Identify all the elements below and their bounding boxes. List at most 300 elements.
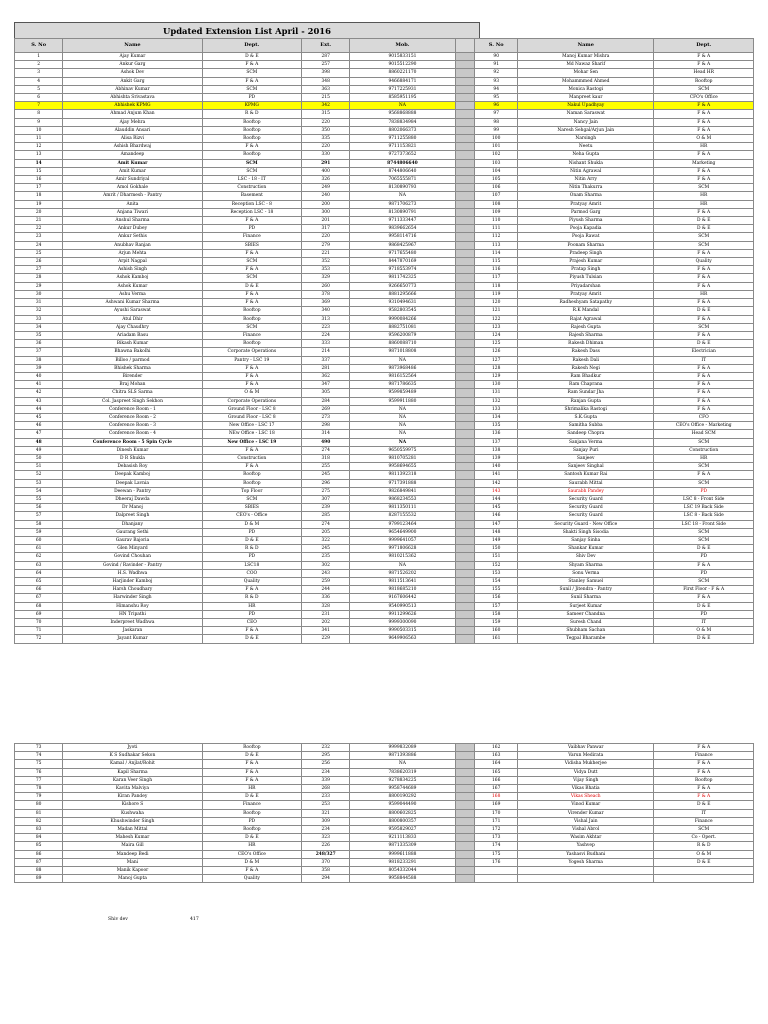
- cell-name: Alauddin Ansari: [63, 126, 202, 134]
- cell-sno-right: 167: [475, 785, 518, 793]
- cell-ext: 234: [302, 826, 350, 834]
- table-row: [15, 446, 754, 454]
- cell-dept-right: CEO's Office - Marketing: [654, 422, 754, 430]
- cell-ext: 287: [302, 53, 350, 61]
- cell-dept-right: SCM: [654, 184, 754, 192]
- cell-sno: 63: [15, 561, 63, 569]
- table-row: [15, 430, 754, 438]
- column-separator: [455, 834, 475, 842]
- cell-dept-right: F & A: [654, 266, 754, 274]
- column-separator: [455, 528, 475, 536]
- cell-dept-right: First Floor - F & A: [654, 586, 754, 594]
- cell-dept-right: F & A: [654, 760, 754, 768]
- cell-mob: 8585951195: [350, 94, 455, 102]
- cell-dept: F & A: [202, 290, 301, 298]
- cell-dept-right: R & D: [654, 842, 754, 850]
- cell-sno: 60: [15, 536, 63, 544]
- column-separator: [455, 752, 475, 760]
- cell-ext: 333: [302, 340, 350, 348]
- cell-mob: NA: [350, 102, 455, 110]
- column-separator: [455, 258, 475, 266]
- table-row: [15, 69, 754, 77]
- column-separator: [455, 184, 475, 192]
- cell-mob: 9718553974: [350, 266, 455, 274]
- cell-sno: 88: [15, 867, 63, 875]
- column-separator: [455, 801, 475, 809]
- cell-dept-right: [654, 875, 754, 883]
- cell-dept: PD: [202, 610, 301, 618]
- cell-sno: 38: [15, 356, 63, 364]
- cell-ext: 229: [302, 635, 350, 643]
- cell-name: Ankur Garg: [63, 61, 202, 69]
- cell-name: Conference Room - 4: [63, 430, 202, 438]
- cell-sno-right: 152: [475, 561, 518, 569]
- table-row: [15, 217, 754, 225]
- cell-ext: 328: [302, 602, 350, 610]
- table-row: [15, 307, 754, 315]
- cell-name-right: Shakti Singh Sisodia: [518, 528, 654, 536]
- cell-dept: D & M: [202, 858, 301, 866]
- cell-name-right: Naman Saraswat: [518, 110, 654, 118]
- cell-name: Bhawna Bakolhi: [63, 348, 202, 356]
- cell-sno-right: 120: [475, 299, 518, 307]
- table-row: [15, 842, 754, 850]
- cell-ext: 273: [302, 413, 350, 421]
- cell-dept-right: PD: [654, 610, 754, 618]
- cell-ext: 223: [302, 323, 350, 331]
- cell-dept: D & E: [202, 282, 301, 290]
- cell-ext: 335: [302, 135, 350, 143]
- cell-mob: 9818685210: [350, 586, 455, 594]
- table-row: [15, 266, 754, 274]
- cell-name: Manoj Gupta: [63, 875, 202, 883]
- cell-sno: 45: [15, 413, 63, 421]
- cell-dept-right: LSC 8 - Back Side: [654, 512, 754, 520]
- cell-name-right: Sanjeev Singhal: [518, 463, 654, 471]
- cell-name-right: Security Guard: [518, 504, 654, 512]
- cell-name: Karan Veer Singh: [63, 776, 202, 784]
- cell-sno: 5: [15, 85, 63, 93]
- cell-sno: 12: [15, 143, 63, 151]
- cell-sno: 71: [15, 627, 63, 635]
- cell-name-right: Radheshyam Satapathy: [518, 299, 654, 307]
- cell-dept-right: Rooftop: [654, 776, 754, 784]
- column-separator: [455, 744, 475, 752]
- cell-dept: NEw Office - LSC 18: [202, 430, 301, 438]
- cell-mob: 9595829027: [350, 826, 455, 834]
- cell-mob: 9958844588: [350, 875, 455, 883]
- cell-dept: R & D: [202, 110, 301, 118]
- column-separator: [455, 340, 475, 348]
- cell-sno: 40: [15, 372, 63, 380]
- cell-sno-right: 97: [475, 110, 518, 118]
- cell-mob: 9826849841: [350, 487, 455, 495]
- cell-mob: 9871335309: [350, 842, 455, 850]
- column-separator: [455, 578, 475, 586]
- cell-dept-right: SCM: [654, 233, 754, 241]
- cell-dept: Finance: [202, 233, 301, 241]
- cell-dept-right: F & A: [654, 118, 754, 126]
- cell-sno-right: 151: [475, 553, 518, 561]
- cell-dept-right: IT: [654, 809, 754, 817]
- column-separator: [455, 842, 475, 850]
- cell-mob: 9015512290: [350, 61, 455, 69]
- cell-dept: SBIES: [202, 241, 301, 249]
- cell-dept-right: O & M: [654, 135, 754, 143]
- column-separator: [455, 381, 475, 389]
- cell-sno-right: 168: [475, 793, 518, 801]
- cell-mob: 8882751081: [350, 323, 455, 331]
- cell-name: Mandeep Bedi: [63, 850, 202, 858]
- column-separator: [455, 561, 475, 569]
- cell-dept: New Office - LSC 17: [202, 422, 301, 430]
- cell-dept-right: D & E: [654, 858, 754, 866]
- cell-ext: 224: [302, 331, 350, 339]
- cell-name-right: Rajat Agrawal: [518, 315, 654, 323]
- cell-dept-right: SCM: [654, 826, 754, 834]
- cell-sno: 17: [15, 184, 63, 192]
- cell-name-right: Stanley Samuel: [518, 578, 654, 586]
- cell-name-right: Ranjan Gupta: [518, 397, 654, 405]
- cell-sno: 32: [15, 307, 63, 315]
- cell-ext: 281: [302, 364, 350, 372]
- column-separator: [455, 397, 475, 405]
- cell-dept: LSC18: [202, 561, 301, 569]
- table-row: [15, 610, 754, 618]
- cell-name: Billoo / parmod: [63, 356, 202, 364]
- cell-mob: 9999832089: [350, 744, 455, 752]
- cell-mob: 9310494631: [350, 299, 455, 307]
- cell-sno-right: 91: [475, 61, 518, 69]
- cell-sno: 26: [15, 258, 63, 266]
- cell-name-right: [518, 875, 654, 883]
- column-separator: [455, 159, 475, 167]
- cell-sno-right: 143: [475, 487, 518, 495]
- cell-dept: D & E: [202, 793, 301, 801]
- cell-name-right: Sunil / Jitendra - Pantry: [518, 586, 654, 594]
- cell-dept: Construction: [202, 184, 301, 192]
- cell-mob: 9871706273: [350, 200, 455, 208]
- cell-dept-right: F & A: [654, 151, 754, 159]
- cell-dept: New Office - LSC 19: [202, 438, 301, 446]
- table-row: [15, 413, 754, 421]
- cell-dept: Rooftop: [202, 118, 301, 126]
- cell-mob: 8447870169: [350, 258, 455, 266]
- cell-sno: 68: [15, 602, 63, 610]
- cell-name: Arpit Nagpal: [63, 258, 202, 266]
- cell-sno: 35: [15, 331, 63, 339]
- cell-sno: 65: [15, 578, 63, 586]
- column-separator: [455, 438, 475, 446]
- table-row: [15, 372, 754, 380]
- cell-dept-right: F & A: [654, 274, 754, 282]
- column-separator: [455, 826, 475, 834]
- column-separator: [455, 290, 475, 298]
- cell-ext: 243: [302, 569, 350, 577]
- header-dept: Dept.: [202, 39, 301, 53]
- header-sno: S. No: [15, 39, 63, 53]
- cell-name-right: Sanjay Puri: [518, 446, 654, 454]
- cell-dept: CEO's Office: [202, 850, 301, 858]
- cell-name: Abhishta Srivastava: [63, 94, 202, 102]
- cell-sno: 39: [15, 364, 63, 372]
- cell-dept: Rooftop: [202, 744, 301, 752]
- column-separator: [455, 479, 475, 487]
- cell-dept-right: F & A: [654, 768, 754, 776]
- cell-name-right: Samitha Subba: [518, 422, 654, 430]
- cell-sno: 2: [15, 61, 63, 69]
- table-row: [15, 479, 754, 487]
- column-separator: [455, 553, 475, 561]
- table-row: [15, 397, 754, 405]
- cell-sno: 28: [15, 274, 63, 282]
- cell-name: D R Shukla: [63, 454, 202, 462]
- cell-name: Dinesh Kumar: [63, 446, 202, 454]
- cell-name-right: Santosh Kumar Rai: [518, 471, 654, 479]
- column-separator: [455, 331, 475, 339]
- cell-name: HN Tripathi: [63, 610, 202, 618]
- cell-ext: 339: [302, 776, 350, 784]
- cell-dept: Quality: [202, 578, 301, 586]
- cell-ext: 347: [302, 381, 350, 389]
- cell-dept: F & A: [202, 760, 301, 768]
- header-sno-right: S. No: [475, 39, 518, 53]
- cell-dept-right: PD: [654, 553, 754, 561]
- column-separator: [455, 817, 475, 825]
- cell-ext: 370: [302, 858, 350, 866]
- table-row: [15, 340, 754, 348]
- cell-sno-right: 124: [475, 331, 518, 339]
- column-separator: [455, 545, 475, 553]
- cell-dept-right: F & A: [654, 785, 754, 793]
- cell-ext: 295: [302, 752, 350, 760]
- cell-ext: 326: [302, 176, 350, 184]
- cell-dept: SCM: [202, 159, 301, 167]
- cell-name-right: Nitin Thakurra: [518, 184, 654, 192]
- column-separator: [455, 487, 475, 495]
- cell-sno-right: 141: [475, 471, 518, 479]
- cell-dept: Finance: [202, 801, 301, 809]
- cell-dept-right: Co - Opert.: [654, 834, 754, 842]
- table-row: [15, 776, 754, 784]
- cell-name: Jyoti: [63, 744, 202, 752]
- cell-sno: 47: [15, 430, 63, 438]
- column-separator: [455, 69, 475, 77]
- table-row: [15, 817, 754, 825]
- cell-mob: 9871018808: [350, 348, 455, 356]
- table-row: [15, 315, 754, 323]
- cell-dept: D & E: [202, 752, 301, 760]
- cell-mob: NA: [350, 438, 455, 446]
- cell-name-right: Mohar Sen: [518, 69, 654, 77]
- table-row: [15, 627, 754, 635]
- cell-sno-right: 112: [475, 233, 518, 241]
- cell-name-right: Onam Sharma: [518, 192, 654, 200]
- table-row: [15, 274, 754, 282]
- cell-sno: 19: [15, 200, 63, 208]
- cell-sno: 67: [15, 594, 63, 602]
- cell-sno-right: 122: [475, 315, 518, 323]
- cell-name-right: Sanjana Verma: [518, 438, 654, 446]
- cell-dept-right: D & E: [654, 217, 754, 225]
- cell-sno: 4: [15, 77, 63, 85]
- cell-sno-right: 99: [475, 126, 518, 134]
- cell-sno-right: 171: [475, 817, 518, 825]
- cell-sno-right: 92: [475, 69, 518, 77]
- cell-sno-right: 101: [475, 143, 518, 151]
- header-ext: Ext.: [302, 39, 350, 53]
- cell-name: Khushwinder Singh: [63, 817, 202, 825]
- cell-sno: 61: [15, 545, 63, 553]
- cell-dept-right: SCM: [654, 323, 754, 331]
- cell-dept: O & M: [202, 389, 301, 397]
- cell-dept: Reception LSC - 8: [202, 200, 301, 208]
- cell-mob: 9727373652: [350, 151, 455, 159]
- column-separator: [455, 627, 475, 635]
- cell-ext: 336: [302, 594, 350, 602]
- cell-dept-right: F & A: [654, 331, 754, 339]
- cell-mob: 9599044490: [350, 801, 455, 809]
- column-separator: [455, 241, 475, 249]
- table-row: [15, 159, 754, 167]
- table-row: [15, 290, 754, 298]
- cell-sno-right: 144: [475, 495, 518, 503]
- cell-sno-right: 176: [475, 858, 518, 866]
- column-separator: [455, 233, 475, 241]
- cell-ext: 342: [302, 102, 350, 110]
- cell-dept-right: Quality: [654, 258, 754, 266]
- cell-mob: 9911299626: [350, 610, 455, 618]
- cell-name-right: Md Nawaz Sharif: [518, 61, 654, 69]
- cell-dept-right: D & E: [654, 545, 754, 553]
- cell-name: Conference Room - 2: [63, 413, 202, 421]
- cell-name: Ajay Chaudhry: [63, 323, 202, 331]
- cell-ext: 323: [302, 834, 350, 842]
- table-row: [15, 389, 754, 397]
- cell-ext: 232: [302, 744, 350, 752]
- cell-dept-right: D & E: [654, 602, 754, 610]
- cell-dept-right: D & E: [654, 307, 754, 315]
- cell-dept: PD: [202, 553, 301, 561]
- cell-sno: 22: [15, 225, 63, 233]
- column-separator: [455, 118, 475, 126]
- cell-name: Ashok Kumar: [63, 282, 202, 290]
- cell-dept-right: Head HR: [654, 69, 754, 77]
- cell-mob: 9711333447: [350, 217, 455, 225]
- cell-dept: Top Floor: [202, 487, 301, 495]
- cell-sno-right: 115: [475, 258, 518, 266]
- cell-name: Deepak Kamboj: [63, 471, 202, 479]
- cell-name-right: Neha Gupta: [518, 151, 654, 159]
- cell-ext: 362: [302, 372, 350, 380]
- cell-dept-right: D & E: [654, 225, 754, 233]
- cell-name-right: Parmod Garg: [518, 208, 654, 216]
- cell-name-right: Vijay Singh: [518, 776, 654, 784]
- cell-dept: SCM: [202, 167, 301, 175]
- cell-dept-right: Finance: [654, 817, 754, 825]
- cell-sno: 41: [15, 381, 63, 389]
- table-row: [15, 233, 754, 241]
- cell-name-right: Yogesh Sharma: [518, 858, 654, 866]
- cell-dept-right: F & A: [654, 176, 754, 184]
- cell-dept: CEO's - Office: [202, 512, 301, 520]
- table-row: [15, 225, 754, 233]
- cell-sno-right: 98: [475, 118, 518, 126]
- cell-dept: D & E: [202, 635, 301, 643]
- table-row: [15, 867, 754, 875]
- table-row: [15, 545, 754, 553]
- cell-name: Atul Dhir: [63, 315, 202, 323]
- cell-dept-right: F & A: [654, 102, 754, 110]
- cell-sno: 86: [15, 850, 63, 858]
- cell-name: Dr Manoj: [63, 504, 202, 512]
- cell-sno: 80: [15, 801, 63, 809]
- cell-sno-right: 109: [475, 208, 518, 216]
- cell-sno-right: 103: [475, 159, 518, 167]
- cell-sno: 34: [15, 323, 63, 331]
- cell-mob: 9873968486: [350, 364, 455, 372]
- cell-name-right: Suresh Chand: [518, 619, 654, 627]
- cell-dept: F & A: [202, 249, 301, 257]
- cell-sno-right: 165: [475, 768, 518, 776]
- cell-sno: 70: [15, 619, 63, 627]
- cell-ext: 233: [302, 793, 350, 801]
- cell-mob: 9582803545: [350, 307, 455, 315]
- cell-name-right: Rajesh Sharma: [518, 331, 654, 339]
- column-separator: [455, 356, 475, 364]
- cell-name: Amir Sundriyal: [63, 176, 202, 184]
- cell-ext: 253: [302, 801, 350, 809]
- cell-name: Dhanjany: [63, 520, 202, 528]
- table-row: [15, 53, 754, 61]
- cell-sno: 15: [15, 167, 63, 175]
- column-separator: [455, 372, 475, 380]
- cell-sno: 13: [15, 151, 63, 159]
- cell-name: Anjana Tiwari: [63, 208, 202, 216]
- cell-name-right: Pradeep Singh: [518, 249, 654, 257]
- cell-name-right: Security Guard: [518, 495, 654, 503]
- cell-name-right: Shankar Kumar: [518, 545, 654, 553]
- cell-mob: 9818233291: [350, 858, 455, 866]
- cell-mob: 9649906563: [350, 635, 455, 643]
- cell-name: Ahmad Anjum Khan: [63, 110, 202, 118]
- cell-name-right: Pratyay Amrit: [518, 200, 654, 208]
- cell-name-right: Yashasvi Budhani: [518, 850, 654, 858]
- cell-sno-right: 117: [475, 274, 518, 282]
- cell-sno-right: [475, 867, 518, 875]
- cell-ext: 285: [302, 512, 350, 520]
- cell-dept-right: F & A: [654, 299, 754, 307]
- cell-sno: 31: [15, 299, 63, 307]
- cell-mob: 7838834984: [350, 118, 455, 126]
- cell-ext: 309: [302, 817, 350, 825]
- cell-sno-right: 154: [475, 578, 518, 586]
- cell-dept: PD: [202, 94, 301, 102]
- table-row: [15, 249, 754, 257]
- table-row: [15, 834, 754, 842]
- cell-dept: SCM: [202, 495, 301, 503]
- table-row: [15, 356, 754, 364]
- cell-sno-right: 136: [475, 430, 518, 438]
- cell-sno-right: 164: [475, 760, 518, 768]
- cell-sno: 57: [15, 512, 63, 520]
- column-separator: [455, 39, 475, 53]
- cell-name: Conference Room - 5 Spin Cycle: [63, 438, 202, 446]
- cell-mob: 9650559975: [350, 446, 455, 454]
- cell-dept-right: F & A: [654, 372, 754, 380]
- cell-sno: 77: [15, 776, 63, 784]
- cell-name: Inderpreet Wadhwa: [63, 619, 202, 627]
